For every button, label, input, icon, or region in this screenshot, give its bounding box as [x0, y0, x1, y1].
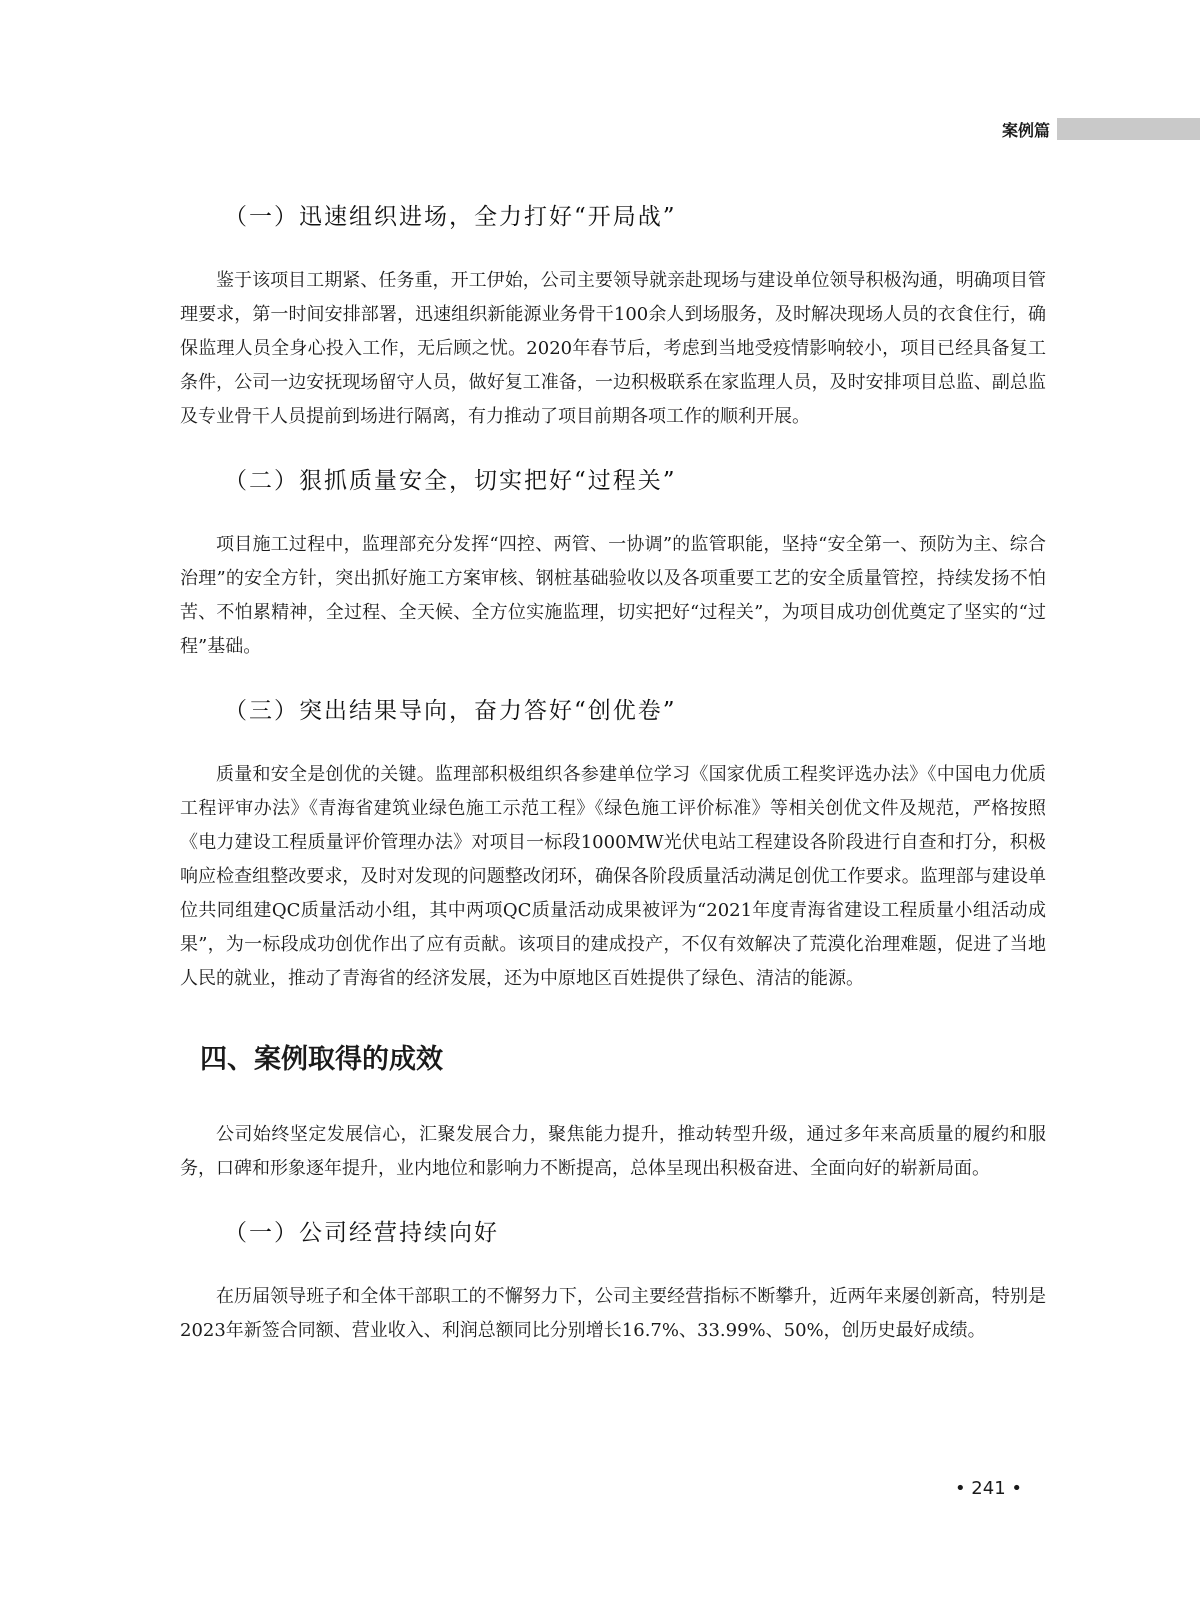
section-paragraph-2: 项目施工过程中，监理部充分发挥“四控、两管、一协调”的监管职能，坚持“安全第一、预防为主、综合治理”的安全方针，突出抓好施工方案审核、钢桩基础验收以及各项重要工艺的安全质量管控，持续发扬不怕苦、不怕累精神，全过程、全天候、全方位实施监理，切实把好“过程关”，为项目成功创优奠定了坚实的“过程”基础。 — [180, 534, 1046, 657]
main-paragraph: 公司始终坚定发展信心，汇聚发展合力，聚焦能力提升，推动转型升级，通过多年来高质量的履约和服务，口碑和形象逐年提升，业内地位和影响力不断提高，总体呈现出积极奋进、全面向好的崭新局面。 — [180, 1124, 1046, 1179]
section-heading-3: （三）突出结果导向，奋力答好“创优卷” — [224, 698, 677, 724]
chapter-label: 案例篇 — [1001, 121, 1050, 140]
page-number: • 241 • — [954, 1478, 1022, 1499]
section-heading-1: （一）迅速组织进场，全力打好“开局战” — [224, 204, 677, 230]
section-paragraph-1: 鉴于该项目工期紧、任务重，开工伊始，公司主要领导就亲赴现场与建设单位领导积极沟通，明确项目管理要求，第一时间安排部署，迅速组织新能源业务骨干100余人到场服务，及时解决现场人员的衣食住行，确保监理人员全身心投入工作，无后顾之忧。2020年春节后，考虑到当地受疫情影响较小，项目已经具备复工条件，公司一边安抚现场留守人员，做好复工准备，一边积极联系在家监理人员，及时安排项目总监、副总监及专业骨干人员提前到场进行隔离，有力推动了项目前期各项工作的顺利开展。 — [180, 270, 1046, 427]
subsection-heading: （一）公司经营持续向好 — [224, 1220, 499, 1246]
main-heading: 四、案例取得的成效 — [200, 1044, 443, 1075]
page-body — [180, 200, 1046, 1378]
running-header — [0, 114, 1200, 144]
section-paragraph-3: 质量和安全是创优的关键。监理部积极组织各参建单位学习《国家优质工程奖评选办法》《中国电力优质工程评审办法》《青海省建筑业绿色施工示范工程》《绿色施工评价标准》等相关创优文件及规范，严格按照《电力建设工程质量评价管理办法》对项目一标段1000MW光伏电站工程建设各阶段进行自查和打分，积极响应检查组整改要求，及时对发现的问题整改闭环，确保各阶段质量活动满足创优工作要求。监理部与建设单位共同组建QC质量活动小组，其中两项QC质量活动成果被评为“2021年度青海省建设工程质量小组活动成果”，为一标段成功创优作出了应有贡献。该项目的建成投产，不仅有效解决了荒漠化治理难题，促进了当地人民的就业，推动了青海省的经济发展，还为中原地区百姓提供了绿色、清洁的能源。 — [180, 764, 1046, 989]
subsection-paragraph: 在历届领导班子和全体干部职工的不懈努力下，公司主要经营指标不断攀升，近两年来屡创新高，特别是2023年新签合同额、营业收入、利润总额同比分别增长16.7%、33.99%、50%，创历史最好成绩。 — [180, 1286, 1046, 1341]
header-bar — [1057, 118, 1200, 140]
section-heading-2: （二）狠抓质量安全，切实把好“过程关” — [224, 468, 677, 494]
